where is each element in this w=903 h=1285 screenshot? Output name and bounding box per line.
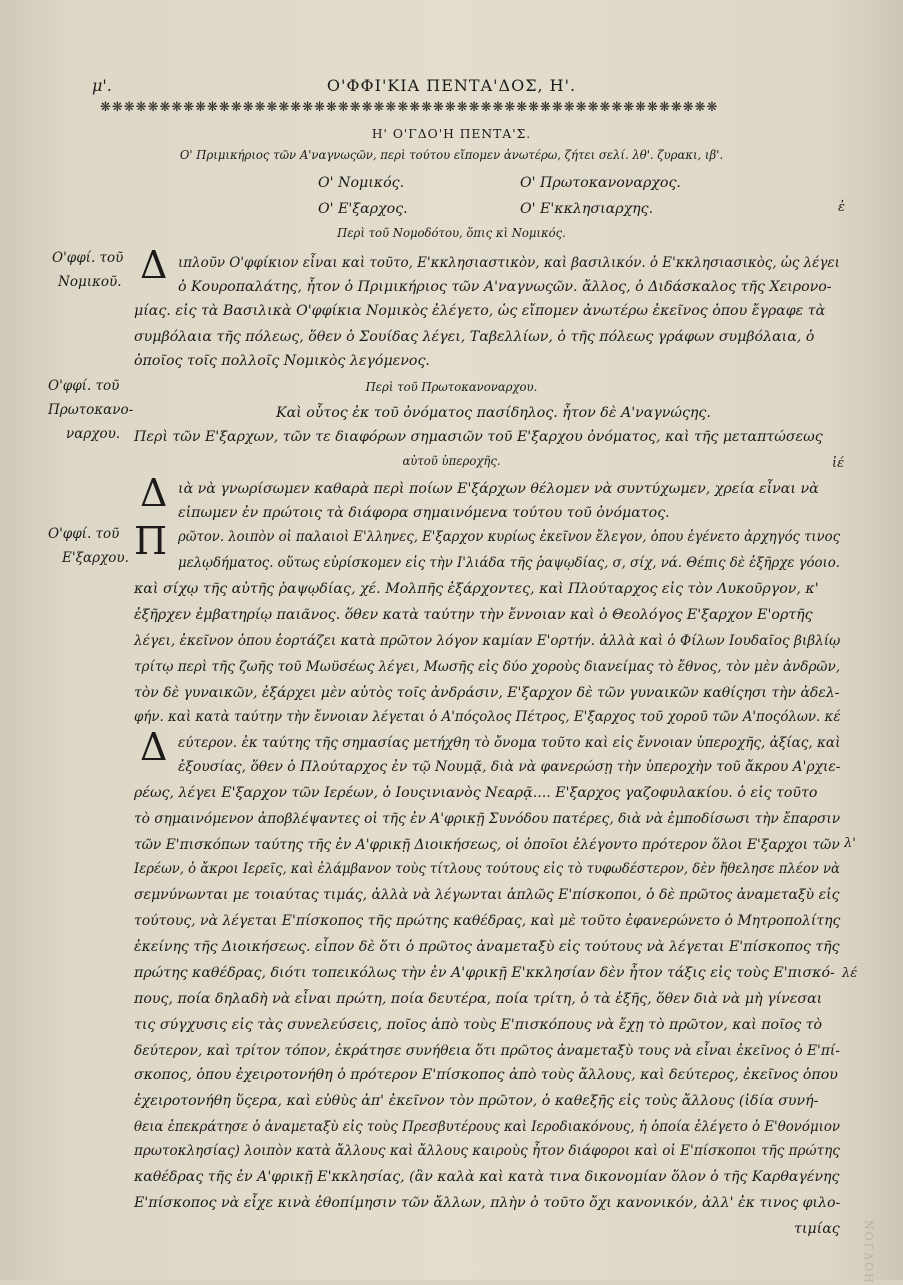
para4-line-4: τὸ σημαινόμενον ἀποβλέψαντες οἱ τῆς ἐν Α'φρικῇ Συνόδου πατέρες, διὰ νὰ ἐμποδίσωσι τὴν ἔπαρσιν [134,811,841,827]
para1-line-5: ὁποῖος τοῖς πολλοῖς Νομικὸς λεγόμενος. [134,353,430,369]
para1-line-4: συμβόλαια τῆς πόλεως, ὅθεν ὁ Σουίδας λέγει, Ταβελλίων, ὁ τῆς πόλεως γράφων συμβόλαια, ὁ [134,329,815,345]
para4-line-5: τῶν Ε'πισκόπων ταύτης τῆς ἐν Α'φρικῇ Διοικήσεως, οἱ ὁποῖοι ἐλέγοντο πρότερον ὅλοι Ε'ξαρχοι τῶν [134,837,840,853]
dropcap-pi: Π [134,519,168,563]
section-title: Η' Ο'ΓΔΟ'Η ΠΕΝΤΑ'Σ. [371,127,532,141]
ornamental-band: ❋❋❋❋❋❋❋❋❋❋❋❋❋❋❋❋❋❋❋❋❋❋❋❋❋❋❋❋❋❋❋❋❋❋❋❋❋❋❋❋❋❋❋❋❋❋❋❋❋❋❋❋ [100,100,719,115]
margin-note-exarch-2: Ε'ξαρχου. [62,550,129,566]
margin-mark-4: λέ [842,966,858,981]
para2-line-2: εἰπωμεν ἐν πρώτοις τὰ διάφορα σημαινόμενα τούτου τοῦ ὀνόματος. [178,505,670,521]
para4-line-18: καθέδρας τῆς ἐν Α'φρικῇ Ε'κκλησίας, (ἂν καλὰ καὶ κατὰ τινα δικονομίαν ὅλον ὁ τῆς Καρθαγένης [134,1169,840,1185]
subhead-exarch-1: Περὶ τῶν Ε'ξαρχων, τῶν τε διαφόρων σημασιῶν τοῦ Ε'ξαρχου ὀνόματος, καὶ τῆς μεταπτώσεως [134,429,823,445]
para3-line-7: τὸν δὲ γυναικῶν, ἐξάρχει μὲν αὐτὸς τοῖς ἀνδράσιν, Ε'ξαρχον δὲ τῶν γυναικῶν καθίςησι τὴν ἀδελ- [134,685,840,701]
para4-line-15: ἐχειροτονήθη ὕςερα, καὶ εὐθὺς ἀπ' ἐκεῖνον τὸν πρῶτον, ὁ καθεξῆς εἰς τοὺς ἄλλους (ἰδία συνή- [134,1093,819,1109]
para4-line-8: τούτους, νὰ λέγεται Ε'πίσκοπος τῆς πρώτης καθέδρας, καὶ μὲ τοῦτο ἐφανερώνετο ὁ Μητροπολίτης [134,913,841,929]
para3-line-1: ρῶτον. λοιπὸν οἱ παλαιοὶ Ε'λληνες, Ε'ξαρχον κυρίως ἐκεῖνον ἔλεγον, ὁπου ἐγένετο ἀρχηγός τινος [178,529,840,545]
para1-line-1: ιπλοῦν Ο'φφίκιον εἶναι καὶ τοῦτο, Ε'κκλησιαστικὸν, καὶ βασιλικόν. ὁ Ε'κκλησιασικὸς, ὡς λέγει [178,255,840,271]
margin-note-proto-1: Ο'φφί. τοῦ [48,378,120,394]
para4-line-2: ἐξουσίας, ὅθεν ὁ Πλούταρχος ἐν τῷ Νουμᾷ, διὰ νὰ φανερώσῃ τὴν ὑπεροχὴν τοῦ ἄκρου Α'ρχιε- [178,759,841,775]
subhead-protokanonarch: Περὶ τοῦ Πρωτοκανοναρχου. [365,380,538,394]
para2-line-1: ιὰ νὰ γνωρίσωμεν καθαρὰ περὶ ποίων Ε'ξάρχων θέλομεν νὰ συντύχωμεν, χρεία εἶναι νὰ [178,481,819,497]
para4-line-10: πρώτης καθέδρας, διότι τοπεικόλως τὴν ἐν Α'φρικῇ Ε'κκλησίαν δὲν ἦτον τάξις εἰς τοὺς Ε'πισκό- [134,965,835,981]
subhead-nomikos: Περὶ τοῦ Νομοδότου, ὅπις κὶ Νομικός. [337,226,566,240]
para4-line-9: ἐκείνης τῆς Διοικήσεως. εἶπον δὲ ὅτι ὁ πρῶτος ἀναμεταξὺ εἰς τούτους νὰ λέγεται Ε'πίσκοπος τῆς [134,939,840,955]
para4-line-19: Ε'πίσκοπος νὰ εἶχε κινὰ ἐθοπίμησιν τῶν ἄλλων, πλὴν ὁ τοῦτο ὄχι κανονικόν, ἀλλ' ἐκ τινος φιλο- [134,1195,841,1211]
margin-note-proto-2: Πρωτοκανο- [48,402,134,418]
margin-mark-3: λ' [844,836,856,851]
para4-line-14: σκοπος, ὁπου ἐχειροτονήθη ὁ πρότερον Ε'πίσκοπος ἀπὸ τοὺς ἄλλους, καὶ δεύτερος, ἐκεῖνος ὁπου [134,1067,838,1083]
para1-line-2: ὁ Κουροπαλάτης, ἦτον ὁ Πριμικήριος τῶν Α'ναγνωςῶν. ἄλλος, ὁ Διδάσκαλος τῆς Χειρονο- [178,279,832,295]
para4-line-12: τις σύγχυσις εἰς τὰς συνελεύσεις, ποῖος ἀπὸ τοὺς Ε'πισκόπους νὰ ἔχῃ τὸ πρῶτον, καὶ ποῖος τὸ [134,1017,823,1033]
para3-line-8: φήν. καὶ κατὰ ταύτην τὴν ἔννοιαν λέγεται ὁ Α'πόςολος Πέτρος, Ε'ξαρχος τοῦ χοροῦ τῶν Α'ποςόλων. κέ [134,709,841,725]
office-ekklesiarch: Ο' Ε'κκλησιαρχης. [520,201,654,217]
margin-mark-1: ἐ [838,200,845,215]
subhead-exarch-2: αὐτοῦ ὑπεροχῆς. [402,454,501,468]
para4-line-20: τιμίας [794,1221,840,1237]
dropcap-delta-1: Δ [140,243,168,287]
office-exarch: Ο' Ε'ξαρχος. [318,201,408,217]
office-protokanonarch: Ο' Πρωτοκανοναρχος. [520,175,681,191]
para4-line-16: θεια ἐπεκράτησε ὁ ἀναμεταξὺ εἰς τοὺς Πρεσβυτέρους καὶ Ιεροδιακόνους, ἡ ὁποία ἐλέγετο ὁ Ε'θονόμιον [134,1119,841,1135]
margin-note-proto-3: ναρχου. [66,426,121,442]
para3-line-6: τρίτῳ περὶ τῆς ζωῆς τοῦ Μωϋσέως λέγει, Μωσῆς εἰς δύο χοροὺς διανείμας τὸ ἔθνος, τὸν μὲν ἀνδρῶν, [134,659,841,675]
para4-line-11: πους, ποία δηλαδὴ νὰ εἶναι πρώτη, ποία δευτέρα, ποία τρίτη, ὁ τὰ ἑξῆς, ὅθεν διὰ νὰ μὴ γίνεσαι [134,991,823,1007]
dropcap-delta-2: Δ [140,471,168,515]
margin-note-nomikos-1: Ο'φφί. τοῦ [52,250,124,266]
para4-line-6: Ιερέων, ὁ ἄκροι Ιερεῖς, καὶ ἐλάμβανον τοὺς τίτλους τούτους εἰς τὸ τυφωδέστερον, δὲν ἤθελησε πλέον νὰ [134,861,840,877]
show-through-text: ΝΟΓΔΟΗ [862,1220,875,1285]
para3-line-3: καὶ σίχῳ τῆς αὐτῆς ῥαψῳδίας, χέ. Μολπῆς ἐξάρχοντες, καὶ Πλούταρχος εἰς τὸν Λυκοῦργον, κ' [134,581,819,597]
para4-line-13: δεύτερον, καὶ τρίτον τόπον, ἐκράτησε συνήθεια ὅτι πρῶτος ἀναμεταξὺ τους νὰ εἶναι ἐκεῖνος ὁ Ε'πί- [134,1043,840,1059]
running-title: Ο'ΦΦΙ'ΚΙΑ ΠΕΝΤΑ'ΔΟΣ, Η'. [326,76,577,95]
office-nomikos: Ο' Νομικός. [318,175,405,191]
intro-line: Ο' Πριμικήριος τῶν Α'ναγνωςῶν, περὶ τούτου εἴπομεν ἀνωτέρω, ζήτει σελί. λθ'. ζυρακι, ιβ'. [179,148,724,162]
para3-line-2: μελῳδήματος. οὕτως εὑρίσκομεν εἰς τὴν Ι'λιάδα τῆς ῥαψῳδίας, σ, σίχ, νά. Θέπις δὲ ἐξῆρχε γόοιο. [178,555,840,571]
para1-line-3: μίας. εἰς τὰ Βασιλικὰ Ο'φφίκια Νομικὸς ἐλέγετο, ὡς εἴπομεν ἀνωτέρω ἐκεῖνος ὁπου ἔγραφε τὰ [134,303,826,319]
para4-line-3: ρέως, λέγει Ε'ξαρχον τῶν Ιερέων, ὁ Ιουςινιανὸς Νεαρᾷ.... Ε'ξαρχος γαζοφυλακίου. ὁ εἰς τοῦτο [134,785,818,801]
margin-note-exarch-1: Ο'φφί. τοῦ [48,526,120,542]
page-number: μ'. [92,76,112,95]
margin-mark-2: ἰέ [832,456,845,471]
para4-line-1: εύτερον. ἐκ ταύτης τῆς σημασίας μετήχθη τὸ ὄνομα τοῦτο καὶ εἰς ἔννοιαν ὑπεροχῆς, ἀξίας, καὶ [178,735,841,751]
para4-line-17: πρωτοκλησίας) λοιπὸν κατὰ ἄλλους καὶ ἄλλους καιροὺς ἦτον διάφοροι καὶ οἱ Ε'πίσκοποι τῆς πρώτης [134,1143,840,1159]
margin-note-nomikos-2: Νομικοῦ. [58,274,122,290]
proto-line: Καὶ οὗτος ἐκ τοῦ ὀνόματος πασίδηλος. ἦτον δὲ Α'ναγνώςης. [276,405,711,421]
para4-line-7: σεμνύνωνται με τοιαύτας τιμάς, ἀλλὰ νὰ λέγωνται ἁπλῶς Ε'πίσκοποι, ὁ δὲ πρῶτος ἀναμεταξὺ εἰς [134,887,840,903]
para3-line-4: ἐξῆρχεν ἐμβατηρίῳ παιᾶνος. ὅθεν κατὰ ταύτην τὴν ἔννοιαν καὶ ὁ Θεολόγος Ε'ξαρχον Ε'ορτῆς [134,607,813,623]
para3-line-5: λέγει, ἐκεῖνον ὁπου ἑορτάζει κατὰ πρῶτον λόγον καμίαν Ε'ορτήν. ἀλλὰ καὶ ὁ Φίλων Ιουδαῖος βιβλίῳ [134,633,841,649]
dropcap-delta-3: Δ [140,725,168,769]
running-header [0,76,903,100]
